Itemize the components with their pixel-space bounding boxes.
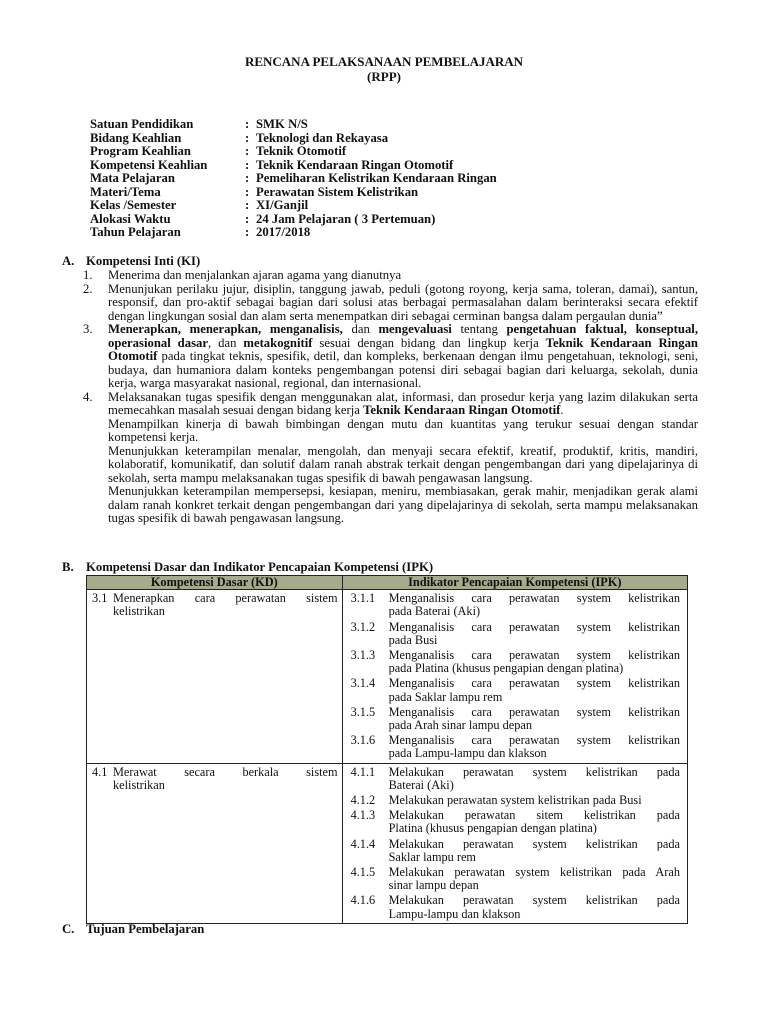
meta-colon: : <box>245 184 250 199</box>
ipk-number: 4.1.3 <box>350 808 376 823</box>
ki-bold-phrase: Teknik Kendaraan Ringan Otomotif <box>363 403 561 417</box>
ipk-number: 4.1.6 <box>350 893 376 908</box>
ki-text <box>108 391 698 418</box>
ipk-number: 3.1.3 <box>350 648 376 663</box>
meta-value: Teknik Otomotif <box>256 144 347 158</box>
meta-label: Kelas /Semester <box>90 198 177 212</box>
ipk-number: 4.1.1 <box>350 764 376 779</box>
ipk-text: pada Saklar lampu rem <box>388 689 503 704</box>
meta-value: Pemeliharan Kelistrikan Kendaraan Ringan <box>256 171 497 185</box>
ipk-number: 3.1.5 <box>350 704 376 719</box>
ipk-cell <box>342 590 687 763</box>
ipk-item <box>343 677 687 703</box>
meta-colon: : <box>245 198 250 212</box>
ki-number: 4. <box>83 389 93 404</box>
ipk-text: Menganalisis cara perawatan system kelistrikan <box>388 619 680 634</box>
ipk-item <box>343 592 687 618</box>
ki-text-run: , dan <box>208 335 244 350</box>
ipk-text: pada Busi <box>388 632 438 647</box>
ki-text-run: sesuai dengan bidang dan lingkup kerja <box>312 335 546 350</box>
meta-value: Perawatan Sistem Kelistrikan <box>256 184 419 199</box>
ipk-text: Menganalisis cara perawatan system kelistrikan <box>388 591 680 606</box>
table-row <box>87 763 688 923</box>
ki-item <box>83 391 698 526</box>
meta-colon: : <box>245 211 250 226</box>
ki-bold-phrase: metakognitif <box>243 335 313 350</box>
section-title: Kompetensi Inti (KI) <box>86 254 201 268</box>
ipk-item <box>343 794 687 807</box>
ipk-number: 4.1.5 <box>350 865 376 880</box>
ipk-number: 3.1.2 <box>350 619 376 634</box>
ki-item <box>83 283 698 324</box>
ipk-number: 3.1.4 <box>350 676 376 691</box>
ipk-text: sinar lampu depan <box>388 878 479 893</box>
meta-value: 2017/2018 <box>256 225 311 239</box>
meta-label: Alokasi Waktu <box>90 211 171 226</box>
ipk-text: Menganalisis cara perawatan system kelistrikan <box>388 704 680 719</box>
ipk-text: Melakukan perawatan system kelistrikan pada <box>388 893 680 908</box>
section-letter: B. <box>62 560 74 574</box>
ki-paragraph: Menunjukkan keterampilan menalar, mengolah, dan menyaji secara efektif, kreatif, produktif, kritis, mandiri, kolaboratif, komunikatif, dan solutif dalam ranah abstrak terkait dengan pengembangan dari yang dipelajarinya di sekolah, serta mampu melaksanakan tugas spesifik di bawah pengawasan langsung. <box>108 443 698 485</box>
ki-text-run: dan <box>342 322 379 336</box>
table-header-row <box>87 576 688 590</box>
ipk-item <box>343 838 687 864</box>
ki-number: 1. <box>83 268 93 282</box>
section-letter: A. <box>62 254 75 268</box>
ki-bold-phrase: mengevaluasi <box>378 322 452 336</box>
ipk-number: 3.1.1 <box>350 591 376 606</box>
ipk-text: pada Platina (khusus pengapian dengan platina) <box>388 661 624 676</box>
kd-ipk-table <box>86 575 688 924</box>
meta-label: Kompetensi Keahlian <box>90 157 208 172</box>
ki-text-run: . <box>560 403 564 417</box>
kd-text: Menerapkan cara perawatan sistem <box>113 591 338 606</box>
table-row <box>87 590 688 763</box>
meta-colon: : <box>245 157 250 172</box>
ipk-text: Melakukan perawatan sitem kelistrikan pada <box>388 808 680 823</box>
ipk-number: 3.1.6 <box>350 733 376 748</box>
ipk-text: Baterai (Aki) <box>388 777 454 792</box>
ipk-text: Melakukan perawatan system kelistrikan pada <box>388 836 680 851</box>
kd-cell <box>87 763 343 923</box>
ipk-item <box>343 621 687 647</box>
ki-item <box>83 269 698 283</box>
meta-colon: : <box>245 117 250 131</box>
kd-text: kelistrikan <box>113 604 165 619</box>
kd-text: kelistrikan <box>113 777 165 792</box>
column-header-ipk: Indikator Pencapaian Kompetensi (IPK) <box>342 576 687 590</box>
ki-list <box>83 269 698 526</box>
ki-text: Menunjukan perilaku jujur, disiplin, tanggung jawab, peduli (gotong royong, kerja sama, toleran, damai), santun, responsif, dan pro-aktif sebagai bagian dari solusi atas berbagai permasalahan dalam berinteraksi secara efektif dengan lingkungan sosial dan alam serta menempatkan diri sebagai cerminan bangsa dalam pergaulan dunia” <box>108 281 698 323</box>
ipk-text: Melakukan perawatan system kelistrikan pada Arah <box>388 865 680 880</box>
ipk-number: 4.1.2 <box>350 793 376 808</box>
ki-text-run: pada tingkat teknis, spesifik, detil, dan kompleks, berkenaan dengan ilmu pengetahuan, teknologi, seni, budaya, dan humaniora dalam konteks pengembangan potensi diri sebagai bagian dari keluarga, sekolah, dunia kerja, warga masyarakat nasional, regional, dan internasional. <box>108 349 698 390</box>
meta-label: Satuan Pendidikan <box>90 117 194 131</box>
meta-value: 24 Jam Pelajaran ( 3 Pertemuan) <box>256 211 436 226</box>
ki-text-run: Melaksanakan tugas spesifik dengan menggunakan alat, informasi, dan prosedur kerja yang lazim dilakukan serta memecahkan masalah sesuai dengan bidang kerja <box>108 389 698 417</box>
ki-paragraph: Menunjukkan keterampilan mempersepsi, kesiapan, meniru, membiasakan, gerak mahir, menjadikan gerak alami dalam ranah konkret terkait dengan pengembangan dari yang dipelajarinya di sekolah, serta mampu melaksanakan tugas spesifik di bawah pengawasan langsung. <box>108 484 698 525</box>
ipk-text: Menganalisis cara perawatan system kelistrikan <box>388 648 680 663</box>
meta-colon: : <box>245 171 250 185</box>
ipk-item <box>343 734 687 760</box>
ipk-item <box>343 809 687 835</box>
ki-paragraph: Menampilkan kinerja di bawah bimbingan dengan mutu dan kuantitas yang terukur sesuai dengan standar kompetensi kerja. <box>108 416 698 444</box>
kd-cell <box>87 590 343 763</box>
meta-label: Program Keahlian <box>90 144 191 158</box>
meta-value: SMK N/S <box>256 117 308 131</box>
ipk-text: pada Baterai (Aki) <box>388 604 481 619</box>
meta-colon: : <box>245 130 250 145</box>
ki-number: 2. <box>83 281 93 296</box>
section-title: Tujuan Pembelajaran <box>86 922 205 936</box>
column-header-kd: Kompetensi Dasar (KD) <box>87 576 343 590</box>
ipk-item <box>343 866 687 892</box>
ipk-number: 4.1.4 <box>350 836 376 851</box>
meta-value: XI/Ganjil <box>256 198 309 212</box>
ipk-text: Platina (khusus pengapian dengan platina) <box>388 821 597 836</box>
document-subtitle: (RPP) <box>367 69 401 84</box>
section-a-heading <box>62 255 200 269</box>
meta-label: Bidang Keahlian <box>90 130 182 145</box>
section-b-heading <box>62 561 433 575</box>
meta-colon: : <box>245 144 250 158</box>
meta-colon: : <box>245 225 250 239</box>
ipk-text: Saklar lampu rem <box>388 849 476 864</box>
ki-bold-phrase: Teknik Kendaraan Ringan Otomotif <box>108 335 698 363</box>
ipk-item <box>343 766 687 792</box>
kd-text: Merawat secara berkala sistem <box>113 764 338 779</box>
meta-label: Materi/Tema <box>90 184 161 199</box>
ipk-text: pada Lampu-lampu dan klakson <box>388 746 547 761</box>
ki-item <box>83 323 698 391</box>
ki-text: Menerima dan menjalankan ajaran agama yang dianutnya <box>108 268 402 282</box>
meta-label: Tahun Pelajaran <box>90 225 181 239</box>
meta-value: Teknologi dan Rekayasa <box>256 130 389 145</box>
ipk-text: pada Arah sinar lampu depan <box>388 718 532 733</box>
ipk-text: Menganalisis cara perawatan system kelistrikan <box>388 733 680 748</box>
meta-label: Mata Pelajaran <box>90 171 175 185</box>
ipk-item <box>343 649 687 675</box>
ipk-text: Melakukan perawatan system kelistrikan pada Busi <box>388 793 642 808</box>
section-title: Kompetensi Dasar dan Indikator Pencapaian Kompetensi (IPK) <box>86 560 434 574</box>
ipk-cell <box>342 763 687 923</box>
ipk-text: Menganalisis cara perawatan system kelistrikan <box>388 676 680 691</box>
section-c-heading <box>62 923 204 937</box>
ipk-item <box>343 706 687 732</box>
ipk-text: Lampu-lampu dan klakson <box>388 906 521 921</box>
ki-text-run: tentang <box>451 322 507 336</box>
meta-value: Teknik Kendaraan Ringan Otomotif <box>256 157 454 172</box>
ki-text <box>108 323 698 391</box>
ipk-text: Melakukan perawatan system kelistrikan pada <box>388 764 680 779</box>
document-title: RENCANA PELAKSANAAN PEMBELAJARAN <box>244 54 524 69</box>
section-letter: C. <box>62 922 75 936</box>
ipk-item <box>343 894 687 920</box>
kd-number: 3.1 <box>92 591 108 606</box>
ki-number: 3. <box>83 322 93 336</box>
ki-bold-phrase: pengetahuan faktual, konseptual, operasional dasar <box>108 322 698 350</box>
ki-bold-phrase: Menerapkan, menerapkan, menganalisis, <box>108 322 343 336</box>
kd-number: 4.1 <box>92 764 108 779</box>
